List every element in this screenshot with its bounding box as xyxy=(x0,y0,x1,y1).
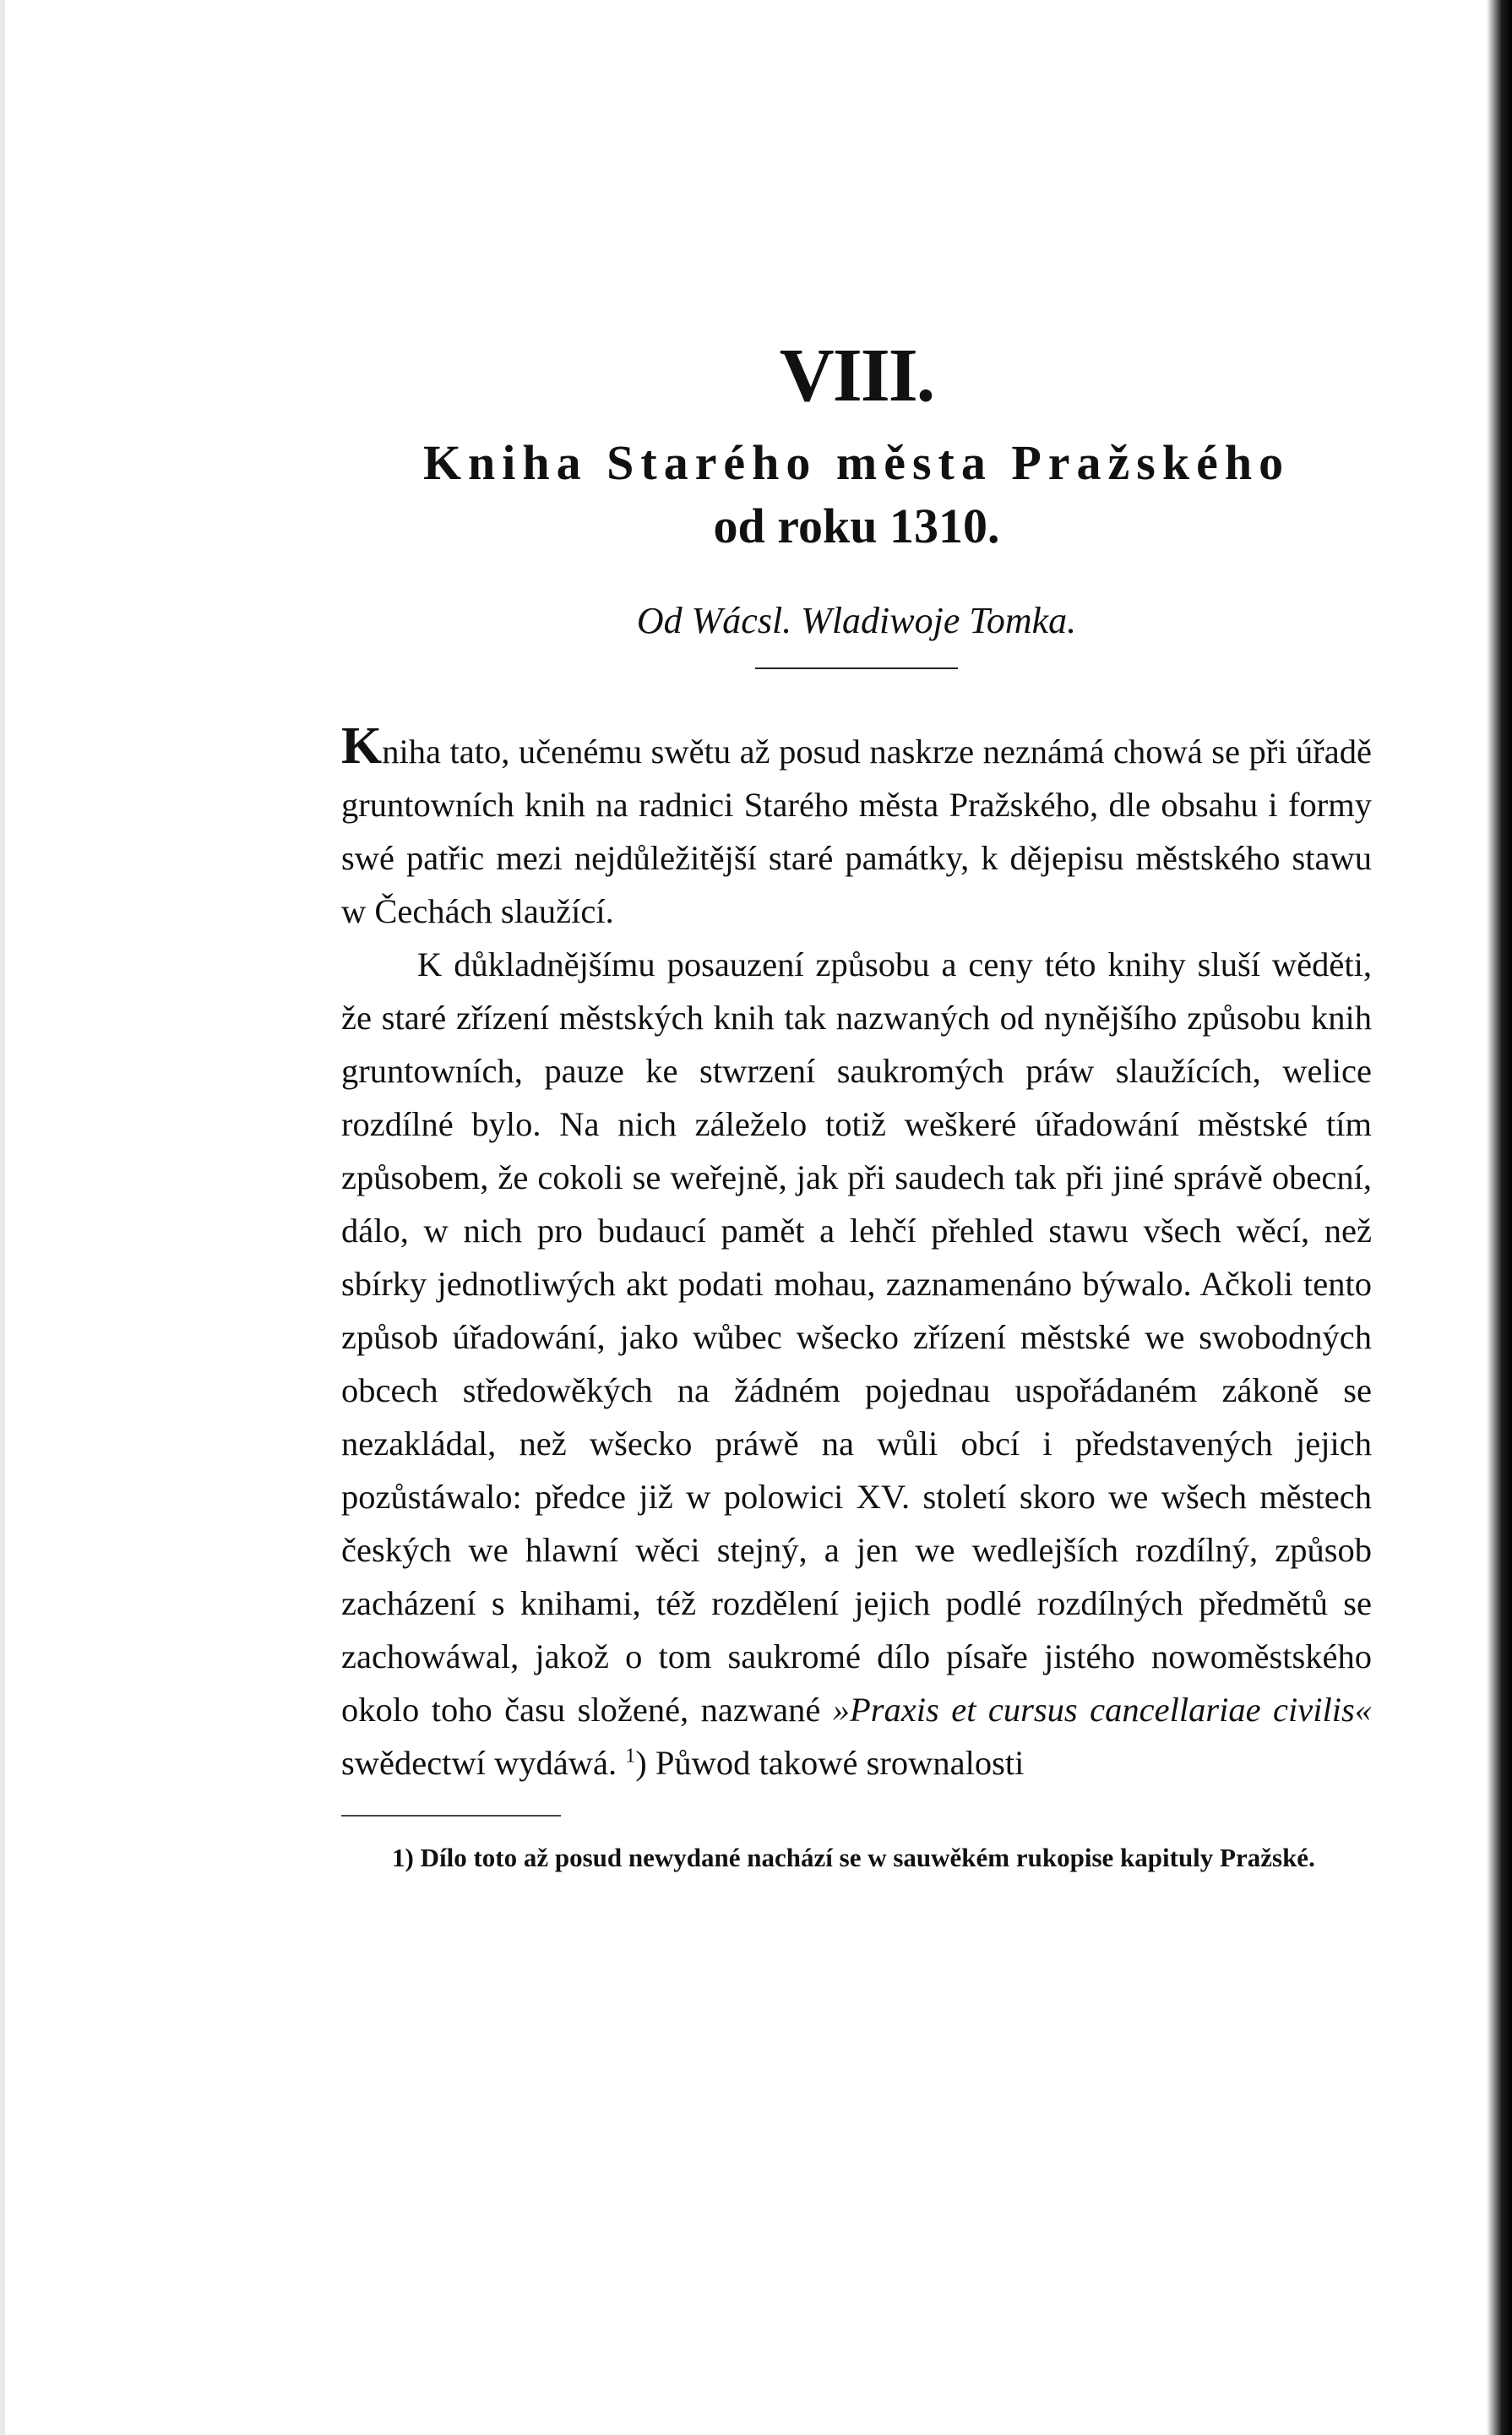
title-divider xyxy=(755,667,958,669)
scan-edge-right xyxy=(1487,0,1512,2435)
drop-cap: K xyxy=(341,716,383,775)
footnote-text: Dílo toto až posud newydané nachází se w sauwěkém rukopise kapituly Pražské. xyxy=(420,1842,1315,1872)
title-line-1: Kniha Starého města Pražského xyxy=(422,435,1291,490)
page xyxy=(341,334,1372,1879)
footnote-reference[interactable]: 1 xyxy=(625,1745,636,1768)
footnote xyxy=(341,1837,1372,1879)
body-text xyxy=(341,716,1372,1789)
paragraph-2-text: K důkladnějšímu posauzení způsobu a ceny této knihy sluší wěděti, že staré zřízení městských knih tak nazwaných od nynějšího způsobu knih gruntowních, pauze ke stwrzení saukromých práw slaužících, welice rozdílné bylo. Na nich záleželo totiž weškeré úřadowání městské tím způsobem, že cokoli se weřejně, jak při saudech tak při jiné správě obecní, dálo, w nich pro budaucí pamět a lehčí přehled stawu všech wěcí, než sbírky jednotliwých akt podati mohau, zaznamenáno býwalo. Ačkoli tento způsob úřadowání, jako wůbec wšecko zřízení městské we swobodných obcech středowěkých na žádném pojednau uspořádaném zákoně se nezakládal, než wšecko práwě na wůli obcí i představených jejich pozůstáwalo: předce již w polowici XV. století skoro we wšech městech českých we hlawní wěci stejný, a jen we wedlejších rozdílný, způsob zacházení s knihami, též rozdělení jejich podlé rozdílných předmětů se zachowáwal, jakož o tom saukromé dílo písaře jistého nowoměstského okolo toho času složené, nazwané xyxy=(341,945,1372,1729)
paragraph-1-text: niha tato, učenému swětu až posud naskrze neznámá chowá se při úřadě gruntowních knih na radnici Starého města Pražského, dle obsahu i formy swé patřic mezi nejdůležitější staré památky, k dějepisu městského stawu w Čechách slaužící. xyxy=(341,732,1372,930)
paragraph-2 xyxy=(341,938,1372,1789)
paragraph-2-text-end: ) Půwod takowé srownalosti xyxy=(635,1743,1025,1782)
paragraph-1 xyxy=(341,716,1372,938)
author-line: Od Wácsl. Wladiwoje Tomka. xyxy=(636,599,1077,641)
footnote-divider xyxy=(341,1815,561,1817)
paragraph-2-text-cont: swědectwí wydáwá. xyxy=(341,1743,617,1782)
scan-edge-left xyxy=(0,0,5,2435)
paragraph-2-latin-title: »Praxis et cursus cancellariae civilis« xyxy=(832,1690,1372,1729)
chapter-number: VIII. xyxy=(779,334,934,417)
title-line-2: od roku 1310. xyxy=(713,498,1000,554)
footnote-mark: 1) xyxy=(392,1842,414,1872)
